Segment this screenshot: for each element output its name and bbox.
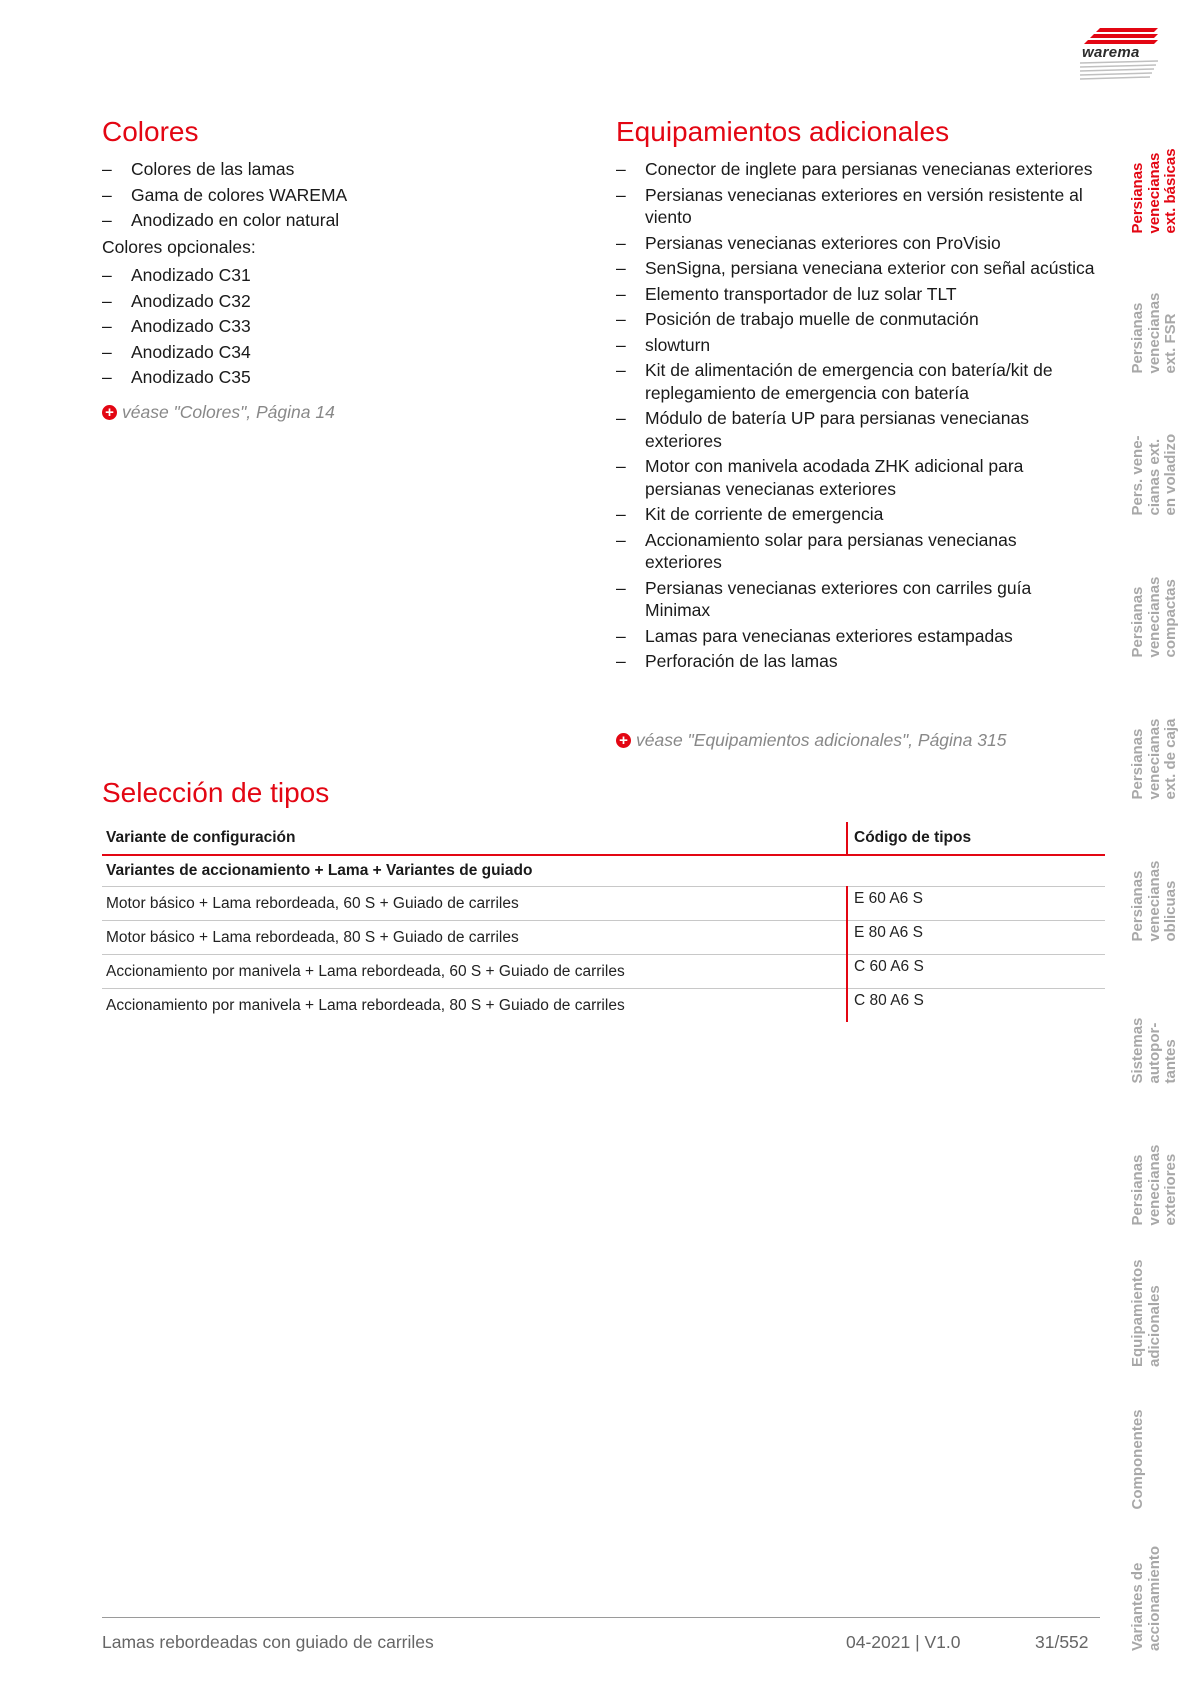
variant-cell: Accionamiento por manivela + Lama rebordeada, 80 S + Guiado de carriles [106, 996, 625, 1014]
plus-icon: + [616, 733, 631, 748]
list-item: – Anodizado C31 [102, 264, 562, 287]
header-code: Código de tipos [847, 822, 1105, 855]
group-label: Variantes de accionamiento + Lama + Variantes de guiado [102, 855, 847, 887]
footer-page-number: 31/552 [1035, 1632, 1089, 1652]
equipamientos-list [616, 158, 1096, 676]
list-item: – Anodizado en color natural [102, 209, 562, 232]
plus-icon: + [102, 405, 117, 420]
code-cell: E 60 A6 S [847, 887, 1105, 921]
table-row [102, 955, 1105, 989]
list-item: – Conector de inglete para persianas venecianas exteriores [616, 158, 1096, 181]
side-tab-label: Componentes [1129, 1408, 1146, 1509]
side-tab-equipamientos[interactable] [1130, 1239, 1186, 1367]
list-item: – Persianas venecianas exteriores en versión resistente al viento [616, 184, 1096, 229]
list-item: – Colores de las lamas [102, 158, 562, 181]
list-item: – Elemento transportador de luz solar TLT [616, 283, 1096, 306]
code-cell: C 60 A6 S [847, 955, 1105, 989]
side-tab-exteriores[interactable] [1130, 1097, 1186, 1225]
side-tab-persianas-basicas[interactable] [1130, 105, 1186, 233]
colores-optional-label: Colores opcionales: [102, 237, 256, 257]
side-tab-label: Pers. vene- cianas ext. en voladizo [1129, 433, 1179, 515]
list-item: – Kit de corriente de emergencia [616, 503, 1096, 526]
logo-wordmark: warema [1082, 44, 1140, 61]
seleccion-title: Selección de tipos [102, 777, 330, 808]
list-item: – Kit de alimentación de emergencia con batería/kit de replegamiento de emergencia con batería [616, 359, 1096, 404]
side-tab-label: Persianas venecianas compactas [1129, 576, 1179, 657]
colores-list [102, 158, 562, 235]
side-tab-label: Sistemas autopor- tantes [1129, 1017, 1179, 1083]
list-item: – Anodizado C34 [102, 341, 562, 364]
group-empty-cell [847, 855, 1105, 887]
list-item: – SenSigna, persiana veneciana exterior con señal acústica [616, 257, 1096, 280]
footer-version: 04-2021 | V1.0 [846, 1632, 961, 1652]
variant-cell: Motor básico + Lama rebordeada, 80 S + Guiado de carriles [102, 921, 847, 955]
table-row [102, 989, 1105, 1023]
list-item: – Anodizado C32 [102, 290, 562, 313]
code-cell: E 80 A6 S [847, 921, 1105, 955]
side-tab-caja[interactable] [1130, 671, 1186, 799]
table-row [102, 887, 1105, 921]
side-tab-accionamiento[interactable] [1130, 1523, 1186, 1651]
side-tab-oblicuas[interactable] [1130, 813, 1186, 941]
side-tab-label: Persianas venecianas oblicuas [1129, 860, 1179, 941]
side-tab-autoportantes[interactable] [1130, 955, 1186, 1083]
list-item: – Anodizado C35 [102, 366, 562, 389]
type-selection-table [102, 822, 1105, 1022]
variant-cell: Motor básico + Lama rebordeada, 60 S + Guiado de carriles [102, 887, 847, 921]
side-tab-compactas[interactable] [1130, 529, 1186, 657]
side-tab-label: Persianas venecianas exteriores [1129, 1144, 1179, 1225]
list-item: – Accionamiento solar para persianas venecianas exteriores [616, 529, 1096, 574]
side-tab-label: Persianas venecianas ext. FSR [1129, 292, 1179, 373]
side-tab-label: Variantes de accionamiento [1129, 1545, 1163, 1651]
table-row [102, 921, 1105, 955]
colores-title: Colores [102, 116, 199, 147]
list-item: – Persianas venecianas exteriores con carriles guía Minimax [616, 577, 1096, 622]
list-item: – Gama de colores WAREMA [102, 184, 562, 207]
table-group-row [102, 855, 1105, 887]
colores-reference-text: véase "Colores", Página 14 [122, 402, 335, 422]
equipamientos-title: Equipamientos adicionales [616, 116, 950, 147]
list-item: – Posición de trabajo muelle de conmutación [616, 308, 1096, 331]
side-tab-label: Persianas venecianas ext. de caja [1129, 718, 1179, 799]
list-item: – Anodizado C33 [102, 315, 562, 338]
code-cell: C 80 A6 S [847, 989, 1105, 1023]
footer-title: Lamas rebordeadas con guiado de carriles [102, 1632, 434, 1652]
variant-cell: Accionamiento por manivela + Lama rebordeada, 60 S + Guiado de carriles [102, 955, 847, 989]
equipamientos-reference-text: véase "Equipamientos adicionales", Página 315 [636, 730, 1007, 750]
list-item: – Módulo de batería UP para persianas venecianas exteriores [616, 407, 1096, 452]
colores-optional-list [102, 264, 562, 392]
colores-reference-link[interactable] [102, 401, 335, 423]
list-item: – Perforación de las lamas [616, 650, 1096, 673]
list-item: – Motor con manivela acodada ZHK adicional para persianas venecianas exteriores [616, 455, 1096, 500]
side-tab-persianas-fsr[interactable] [1130, 245, 1186, 373]
equipamientos-reference-link[interactable] [616, 729, 1006, 751]
side-tab-componentes[interactable] [1130, 1381, 1186, 1509]
side-tab-label: Equipamientos adicionales [1129, 1259, 1163, 1367]
side-tab-label: Persianas venecianas ext. básicas [1129, 147, 1179, 233]
header-variant: Variante de configuración [102, 822, 847, 855]
list-item: – Persianas venecianas exteriores con ProVisio [616, 232, 1096, 255]
side-tab-voladizo[interactable] [1130, 387, 1186, 515]
table-header-row [102, 822, 1105, 855]
footer-divider [102, 1617, 1100, 1618]
list-item: – slowturn [616, 334, 1096, 357]
list-item: – Lamas para venecianas exteriores estampadas [616, 625, 1096, 648]
